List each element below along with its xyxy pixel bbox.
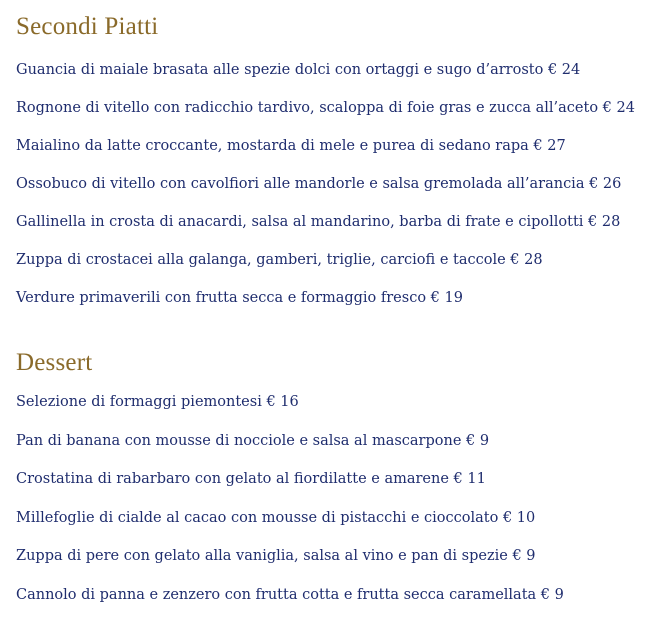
menu-item: Pan di banana con mousse di nocciole e salsa al mascarpone € 9: [16, 432, 490, 449]
menu-item: Zuppa di crostacei alla galanga, gamberi, triglie, carciofi e taccole € 28: [16, 252, 543, 268]
menu-item: Crostatina di rabarbaro con gelato al fiordilatte e amarene € 11: [16, 471, 486, 487]
section-title: Dessert: [16, 349, 93, 376]
menu-item: Maialino da latte croccante, mostarda di mele e purea di sedano rapa € 27: [16, 138, 566, 154]
menu: [16, 0, 646, 623]
menu-item: Guancia di maiale brasata alle spezie dolci con ortaggi e sugo d’arrosto € 24: [16, 62, 581, 78]
menu-item: Cannolo di panna e zenzero con frutta cotta e frutta secca caramellata € 9: [16, 586, 564, 603]
menu-item: Selezione di formaggi piemontesi € 16: [16, 394, 299, 410]
menu-item: Millefoglie di cialde al cacao con mousse di pistacchi e cioccolato € 10: [16, 509, 536, 526]
menu-item: Rognone di vitello con radicchio tardivo, scaloppa di foie gras e zucca all’aceto € 24: [16, 100, 635, 116]
menu-item-list: [16, 60, 646, 326]
section-title: Secondi Piatti: [16, 13, 159, 40]
menu-item-list: [16, 392, 646, 623]
menu-item: Verdure primaverili con frutta secca e formaggio fresco € 19: [16, 290, 463, 306]
section-dessert: [16, 348, 646, 623]
section-secondi-piatti: [16, 12, 646, 326]
menu-item: Gallinella in crosta di anacardi, salsa al mandarino, barba di frate e cipollotti € 28: [16, 214, 621, 230]
menu-item: Ossobuco di vitello con cavolfiori alle mandorle e salsa gremolada all’arancia € 26: [16, 176, 622, 192]
menu-item: Zuppa di pere con gelato alla vaniglia, salsa al vino e pan di spezie € 9: [16, 548, 536, 564]
